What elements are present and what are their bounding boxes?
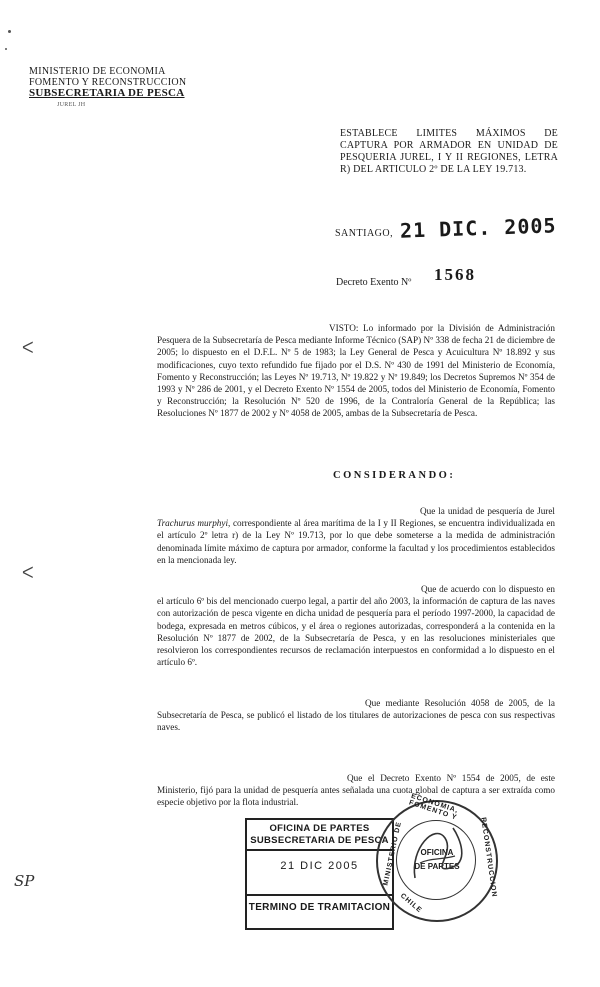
margin-mark-2: ᐸ: [22, 565, 34, 582]
seal-ring-left: MINISTERIO DE: [382, 820, 403, 887]
considerando-heading: CONSIDERANDO:: [333, 470, 456, 481]
considerando-1: [157, 505, 555, 566]
c1-species: Trachurus murphyi: [157, 518, 229, 529]
stamp-divider-2: [247, 894, 392, 896]
ministry-line-1: MINISTERIO DE ECONOMIA: [29, 66, 166, 77]
subsecretaria-name: SUBSECRETARIA DE PESCA: [29, 87, 185, 99]
decreto-number: 1568: [434, 265, 476, 284]
seal-ring-right: RECONSTRUCCION: [479, 816, 498, 899]
header-small-note: JUREL JH: [57, 102, 86, 108]
c1-intro: Que la unidad de pesquería de Jurel: [420, 506, 555, 516]
c2-text: Que de acuerdo con lo dispuesto en el artículo 6º bis del mencionado cuerpo legal, a partir del año 2003, la información de captura de las naves con autorización de pesca vigente en dicha unidad de pesquería para el período 1997-2000, la capacidad de bodega, expresada en metros cúbicos, y el área o regiones autorizadas, corresponderá a la contenida en la Resolución Nº 1877 de 2002, de la Subsecretaría de Pesca, y en las resoluciones ministeriales que resolvieron los correspondientes recursos de reclamación interpuestos en conformidad a lo dispuesto en el artículo 6º.: [157, 584, 555, 668]
decreto-label: Decreto Exento Nº: [336, 277, 412, 288]
stamp-footer: TERMINO DE TRAMITACION: [248, 902, 391, 913]
c1-rest: , correspondiente al área marítima de la I y II Regiones, se encuentra individualizada en el artículo 2º letra r) de la Ley Nº 19.713, por lo que debe someterse a la medida de administración denominada límite máximo de captura por armador, conforme la facultad y los procedimientos establecidos en la mencionada ley.: [157, 518, 555, 565]
place-label: SANTIAGO,: [335, 228, 394, 239]
seal-ring-top: ECONOMIA, FOMENTO Y: [407, 792, 460, 822]
signature-scribble: [405, 818, 465, 888]
oficina-partes-stamp: [245, 818, 394, 930]
document-title: ESTABLECE LIMITES MÁXIMOS DE CAPTURA POR ARMADOR EN UNIDAD DE PESQUERIA JUREL, I Y II REGIONES, LETRA R) DEL ARTICULO 2º DE LA LEY 19.713.: [340, 128, 558, 175]
seal-ring-bottom: CHILE: [398, 892, 424, 915]
margin-mark-1: ᐸ: [22, 340, 34, 357]
handwritten-initials: SP: [14, 872, 35, 890]
scan-speck: [5, 48, 7, 50]
scan-speck: [8, 30, 11, 33]
seal-center-2: DE PARTES: [414, 862, 460, 871]
stamp-line-1: OFICINA DE PARTES: [269, 823, 370, 834]
visto-text: VISTO: Lo informado por la División de Administración Pesquera de la Subsecretaría de Pesca mediante Informe Técnico (SAP) Nº 338 de fecha 21 de diciembre de 2005; lo dispuesto en el D.F.L. Nº 5 de 1983; la Ley General de Pesca y Acuicultura Nº 18.892 y sus modificaciones, cuyo texto refundido fue fijado por el D.S. Nº 430 de 1991 del Ministerio de Economía, Fomento y Reconstrucción; las Leyes Nº 19.713, Nº 19.822 y Nº 19.849; los Decretos Supremos Nº 354 de 1993 y Nº 286 de 2001, y el Decreto Exento Nº 1554 de 2005, todos del Ministerio de Economía, Fomento y Reconstrucción; la Resolución Nº 520 de 1996, de la Contraloría General de la República; las Resoluciones Nº 1877 de 2002 y Nº 4058 de 2005, ambas de la Subsecretaría de Pesca.: [157, 323, 555, 419]
stamp-line-2: SUBSECRETARIA DE PESCA: [250, 835, 389, 846]
c3-text: Que mediante Resolución 4058 de 2005, de la Subsecretaría de Pesca, se publicó el listado de los titulares de autorizaciones de pesca con sus respectivas naves.: [157, 698, 555, 733]
c4-text: Que el Decreto Exento Nº 1554 de 2005, de este Ministerio, fijó para la unidad de pesquería antes señalada una cuota global de captura a ser extraída como especie objetivo por la flota industrial.: [157, 773, 555, 808]
visto-paragraph: [157, 322, 555, 420]
seal-center-1: OFICINA: [420, 848, 454, 857]
ministry-header: [29, 66, 186, 111]
date-stamp: 21 DIC. 2005: [399, 213, 557, 243]
stamp-date: 21 DIC 2005: [280, 860, 359, 872]
ministry-line-2: FOMENTO Y RECONSTRUCCION: [29, 77, 187, 88]
considerando-4: [157, 772, 555, 809]
considerando-2: [157, 583, 555, 668]
stamp-divider-1: [247, 849, 392, 851]
considerando-3: [157, 697, 555, 734]
